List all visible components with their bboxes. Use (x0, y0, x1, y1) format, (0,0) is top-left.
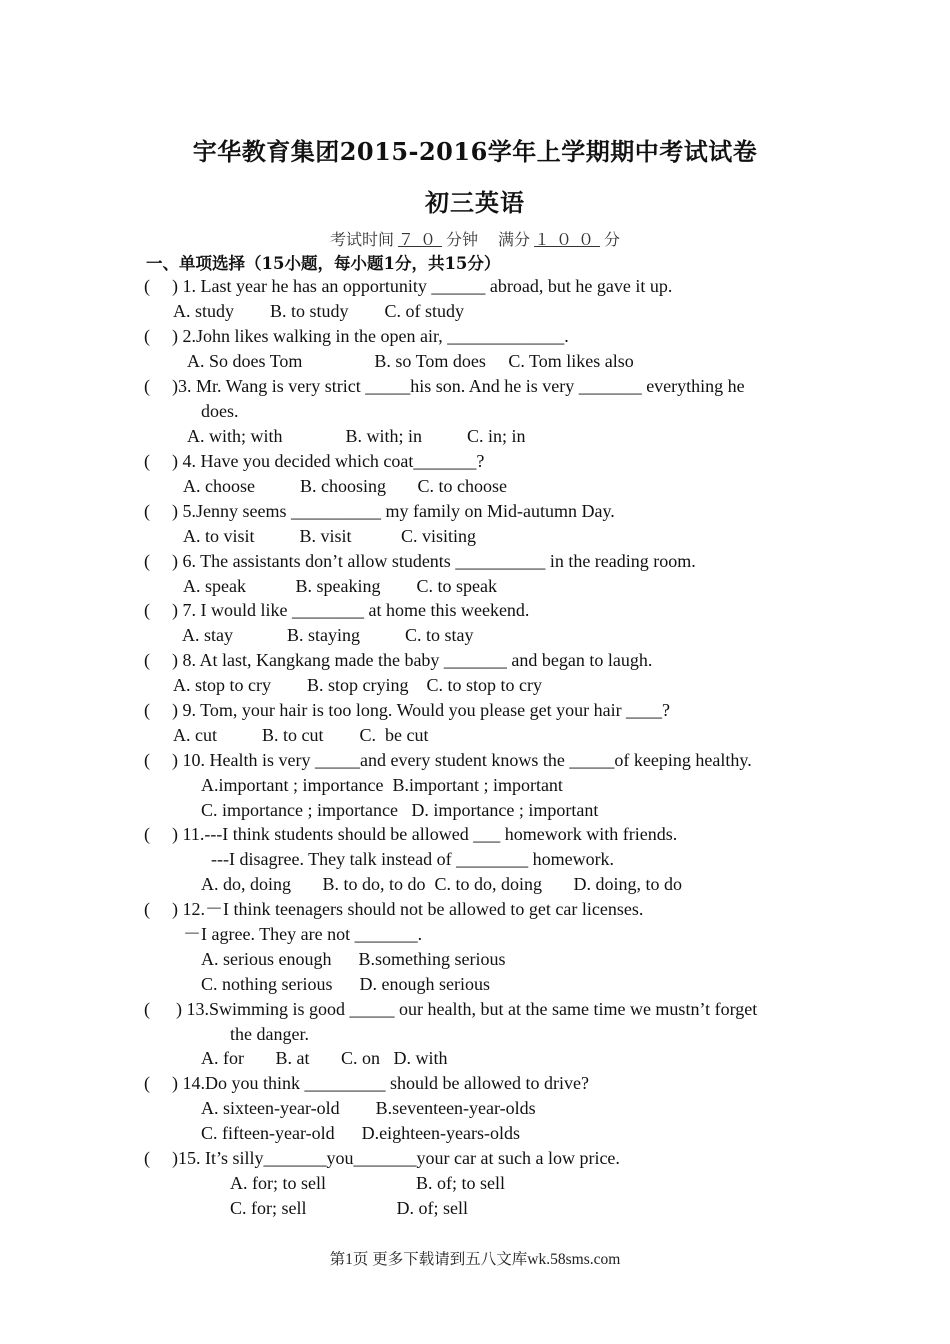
time-label: 考试时间 (329, 230, 394, 249)
question-12-stem: ( ) 12.－I think teenagers should not be allowed to get car licenses. (144, 899, 644, 919)
time-unit: 分钟 (445, 230, 478, 249)
question-11-stem: ( ) 11.---I think students should be allowed ___ homework with friends. (144, 824, 678, 844)
page-footer: 第1页 更多下载请到五八文库wk.58sms.com (329, 1251, 621, 1268)
question-8-options: A. stop to cry B. stop crying C. to stop to cry (173, 675, 542, 695)
answer-paren: ( (144, 326, 150, 346)
question-13-stem: ( ) 13.Swimming is good _____ our health, but at the same time we mustn’t forget (144, 999, 758, 1019)
question-14-stem: ( ) 14.Do you think _________ should be allowed to drive? (144, 1073, 589, 1093)
question-10-stem: ( ) 10. Health is very _____and every student knows the _____of keeping healthy. (144, 750, 752, 770)
question-5-options: A. to visit B. visit C. visiting (183, 526, 477, 546)
question-2-options: A. So does Tom B. so Tom does C. Tom likes also (187, 351, 634, 371)
question-3-stem: ( )3. Mr. Wang is very strict _____his son. And he is very _______ everything he (144, 376, 745, 396)
answer-paren: ( (144, 899, 150, 919)
answer-paren: ( (144, 700, 150, 720)
answer-paren: ( (144, 451, 150, 471)
answer-paren: ( (144, 1073, 150, 1093)
question-11-options: A. do, doing B. to do, to do C. to do, doing D. doing, to do (201, 874, 683, 894)
answer-paren: ( (144, 501, 150, 521)
score-unit: 分 (604, 230, 621, 249)
question-6-stem: ( ) 6. The assistants don’t allow students __________ in the reading room. (144, 551, 696, 571)
score-value: １００ (534, 230, 601, 249)
question-13-stem-cont: the danger. (230, 1024, 309, 1044)
question-9-options: A. cut B. to cut C. be cut (173, 725, 429, 745)
question-3-stem-cont: does. (201, 401, 239, 421)
answer-paren: ( (144, 824, 150, 844)
answer-paren: ( (144, 999, 150, 1019)
question-7-stem: ( ) 7. I would like ________ at home this weekend. (144, 600, 530, 620)
time-value: ７０ (397, 230, 442, 249)
question-1-stem: ( ) 1. Last year he has an opportunity ______ abroad, but he gave it up. (144, 276, 673, 296)
question-1-options: A. study B. to study C. of study (173, 301, 465, 321)
question-15-options-a: A. for; to sell B. of; to sell (230, 1173, 505, 1193)
question-12-options-b: C. nothing serious D. enough serious (201, 974, 490, 994)
score-label: 满分 (498, 230, 531, 249)
question-4-stem: ( ) 4. Have you decided which coat_______? (144, 451, 485, 471)
question-10-options-b: C. importance ; importance D. importance ; important (201, 800, 599, 820)
page-title: 宇华教育集团2015-2016学年上学期期中考试试卷 (192, 137, 758, 166)
question-2-stem: ( ) 2.John likes walking in the open air, _____________. (144, 326, 569, 346)
answer-paren: ( (144, 276, 150, 296)
question-10-options-a: A.important ; importance B.important ; important (201, 775, 563, 795)
question-12-stem-cont: －I agree. They are not _______. (183, 924, 423, 944)
question-11-stem-cont: ---I disagree. They talk instead of ________ homework. (211, 849, 615, 869)
exam-info (0, 227, 950, 250)
answer-paren: ( (144, 376, 150, 396)
question-12-options-a: A. serious enough B.something serious (201, 949, 506, 969)
answer-paren: ( (144, 551, 150, 571)
answer-paren: ( (144, 1148, 150, 1168)
question-14-options-a: A. sixteen-year-old B.seventeen-year-olds (201, 1098, 536, 1118)
question-3-options: A. with; with B. with; in C. in; in (187, 426, 526, 446)
subject-title: 初三英语 (425, 188, 525, 217)
question-15-stem: ( )15. It’s silly_______you_______your car at such a low price. (144, 1148, 620, 1168)
question-4-options: A. choose B. choosing C. to choose (183, 476, 507, 496)
question-13-options: A. for B. at C. on D. with (201, 1048, 448, 1068)
question-8-stem: ( ) 8. At last, Kangkang made the baby _______ and began to laugh. (144, 650, 653, 670)
question-14-options-b: C. fifteen-year-old D.eighteen-years-olds (201, 1123, 521, 1143)
question-5-stem: ( ) 5.Jenny seems __________ my family on Mid-autumn Day. (144, 501, 615, 521)
answer-paren: ( (144, 600, 150, 620)
question-9-stem: ( ) 9. Tom, your hair is too long. Would you please get your hair ____? (144, 700, 671, 720)
question-7-options: A. stay B. staying C. to stay (182, 625, 474, 645)
answer-paren: ( (144, 750, 150, 770)
section-heading: 一、单项选择（15小题，每小题1分，共15分） (146, 254, 501, 273)
question-6-options: A. speak B. speaking C. to speak (183, 576, 497, 596)
question-15-options-b: C. for; sell D. of; sell (230, 1198, 468, 1218)
answer-paren: ( (144, 650, 150, 670)
